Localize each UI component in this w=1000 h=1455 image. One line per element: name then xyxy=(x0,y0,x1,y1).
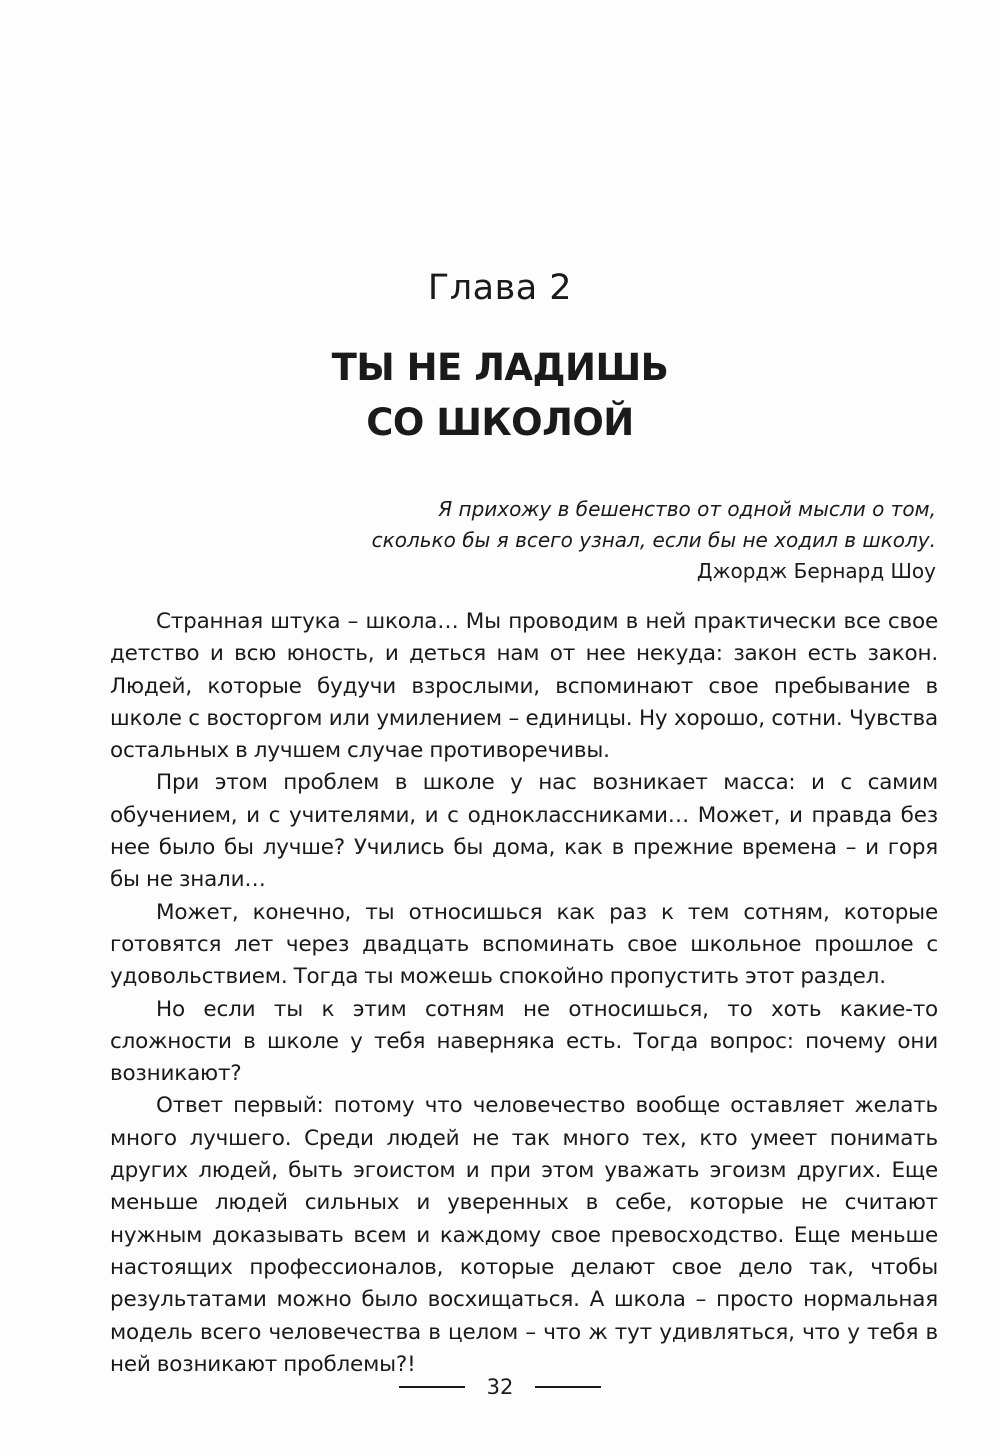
chapter-title-line-1: ТЫ НЕ ЛАДИШЬ xyxy=(331,346,669,389)
body-text xyxy=(110,606,938,1381)
epigraph-line-2: сколько бы я всего узнал, если бы не ходил в школу. xyxy=(371,528,936,552)
paragraph: Странная штука – школа… Мы проводим в ней практически все свое детство и всю юность, и деться нам от нее некуда: закон есть закон. Людей, которые будучи взрослыми, вспоминают свое пребывание в школе с восторгом или умилением – единицы. Ну хорошо, сотни. Чувства остальных в лучшем случае противоречивы. xyxy=(110,609,938,764)
paragraph: Может, конечно, ты относишься как раз к тем сотням, которые готовятся лет через двадцать вспоминать свое школьное прошлое с удовольствием. Тогда ты можешь спокойно пропустить этот раздел. xyxy=(110,899,938,990)
page-number: 32 xyxy=(486,1375,514,1399)
epigraph-line-1: Я прихожу в бешенство от одной мысли о том, xyxy=(438,497,936,521)
chapter-number: Глава 2 xyxy=(427,268,573,308)
footer-rule-right xyxy=(535,1386,601,1388)
chapter-title xyxy=(0,340,1000,450)
epigraph-author: Джордж Бернард Шоу xyxy=(696,559,936,583)
paragraph: Но если ты к этим сотням не относишься, то хоть какие-то сложности в школе у тебя наверняка есть. Тогда вопрос: почему они возникают? xyxy=(110,996,938,1087)
page-footer xyxy=(0,1372,1000,1402)
chapter-title-line-2: СО ШКОЛОЙ xyxy=(366,401,634,444)
paragraph: Ответ первый: потому что человечество вообще оставляет желать много лучшего. Среди людей не так много тех, кто умеет понимать других людей, быть эгоистом и при этом уважать эгоизм других. Еще меньше людей сильных и уверенных в себе, которые не считают нужным доказывать всем и каждому свое превосходство. Еще меньше настоящих профессионалов, которые делают свое дело так, чтобы результатами можно было восхищаться. А школа – просто нормальная модель всего человечества в целом – что ж тут удивляться, что у тебя в ней возникают проблемы?! xyxy=(110,1093,938,1377)
paragraph: При этом проблем в школе у нас возникает масса: и с самим обучением, и с учителями, и с одноклассниками… Может, и правда без нее было бы лучше? Учились бы дома, как в прежние времена – и горя бы не знали… xyxy=(110,770,938,893)
epigraph xyxy=(300,494,936,587)
footer-rule-left xyxy=(399,1386,465,1388)
